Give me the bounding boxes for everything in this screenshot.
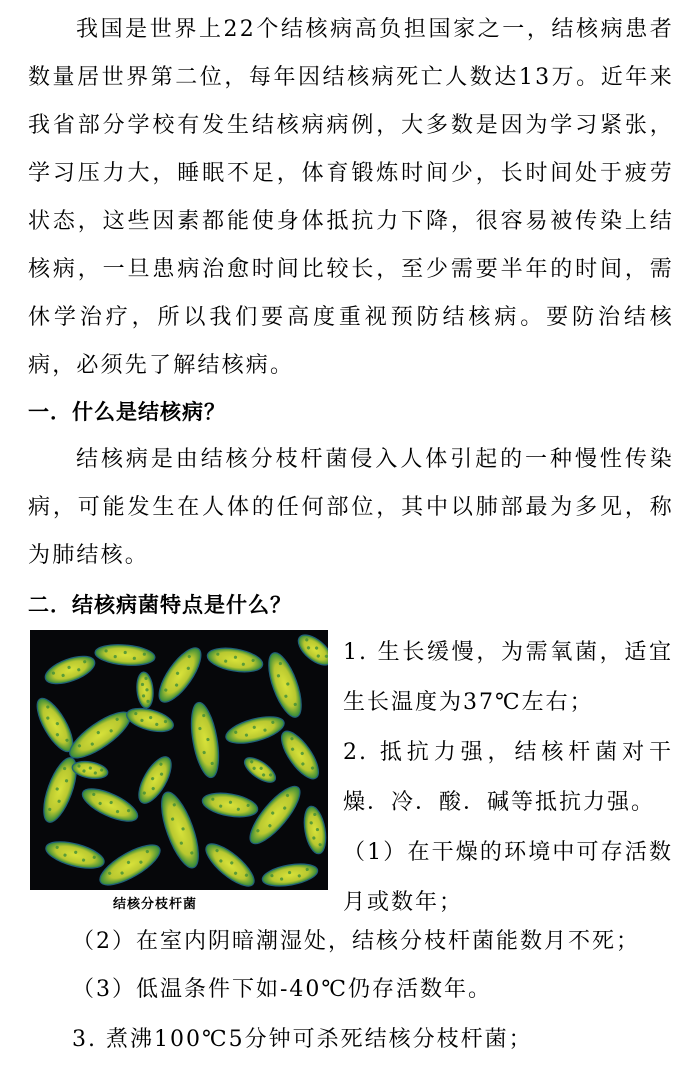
feature-item-3: （3）低温条件下如-40℃仍存活数年。 <box>72 977 493 1002</box>
feature-point-3: 3. 煮沸100℃5分钟可杀死结核分枝杆菌； <box>72 1027 533 1052</box>
section-1-heading: 一．什么是结核病？ <box>28 400 226 424</box>
tuberculosis-bacteria-image <box>30 630 328 890</box>
feature-line-2: 2. 抵抗力强，结核杆菌对干燥．冷．酸．碱等抵抗力强。 <box>343 740 673 815</box>
intro-paragraph: 我国是世界上22个结核病高负担国家之一，结核病患者数量居世界第二位，每年因结核病死亡人数达13万。近年来我省部分学校有发生结核病病例，大多数是因为学习紧张，学习压力大，睡眠不足，体育锻炼时间少，长时间处于疲劳状态，这些因素都能使身体抵抗力下降，很容易被传染上结核病，一旦患病治愈时间比较长，至少需要半年的时间，需休学治疗，所以我们要高度重视预防结核病。要防治结核病，必须先了解结核病。 <box>28 17 674 378</box>
feature-item-2: （2）在室内阴暗潮湿处，结核分枝杆菌能数月不死； <box>72 929 640 954</box>
figure-caption: 结核分枝杆菌 <box>112 897 197 912</box>
feature-line-3: （1）在干燥的环境中可存活数月或数年； <box>343 840 673 915</box>
section-2-heading: 二．结核病菌特点是什么？ <box>28 593 292 617</box>
bacteria-features-text <box>343 628 673 928</box>
section-1-body: 结核病是由结核分枝杆菌侵入人体引起的一种慢性传染病，可能发生在人体的任何部位，其中以肺部最为多见，称为肺结核。 <box>28 447 674 568</box>
bacteria-micrograph <box>30 630 328 890</box>
feature-line-1: 1. 生长缓慢，为需氧菌，适宜生长温度为37℃左右； <box>343 640 673 715</box>
